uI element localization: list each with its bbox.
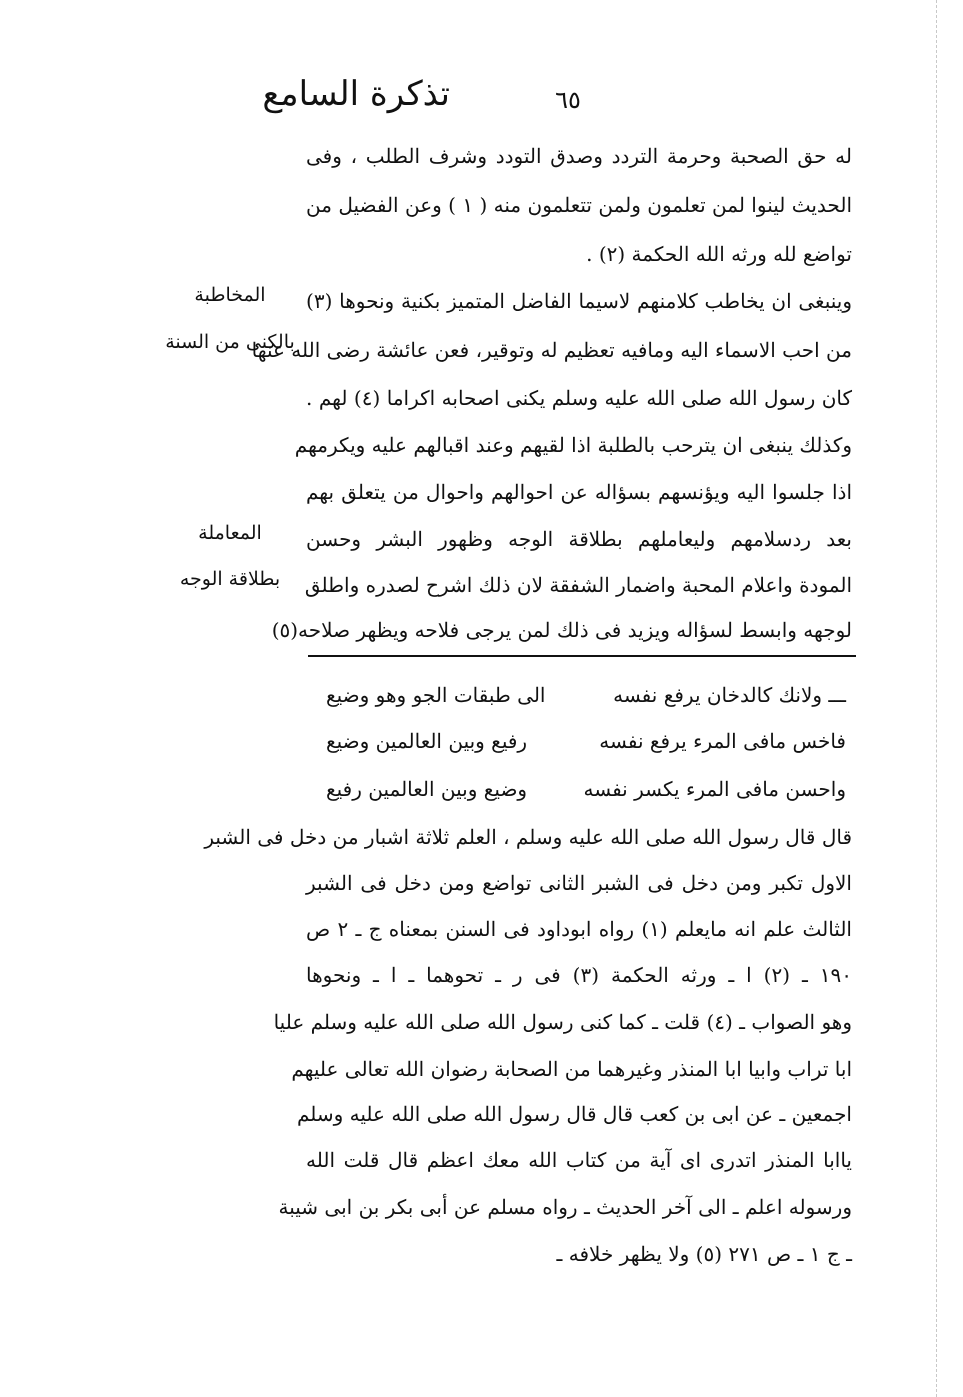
margin-note-address-2: بالكنى من السنة bbox=[165, 331, 295, 353]
footnote-line: ـ ج ١ ـ ص ٢٧١ (٥) ولا يظهر خلافه ـ bbox=[556, 1242, 852, 1266]
verse-hemistich-second: الى طبقات الجو وهو وضيع bbox=[326, 683, 546, 707]
footnote-line: الثالث علم انه مايعلم (١) رواه ابوداود فى السنن بمعناه ج ـ ٢ ص bbox=[306, 917, 852, 941]
body-line: اذا جلسوا اليه ويؤنسهم بسؤاله عن احوالهم واحوال من يتعلق بهم bbox=[306, 480, 852, 504]
body-line: الحديث لينوا لمن تعلمون ولمن تتعلمون منه ( ١ ) وعن الفضيل من bbox=[306, 193, 852, 217]
verse-hemistich-second: وضيع وبين العالمين رفيع bbox=[326, 777, 528, 801]
verse-line bbox=[326, 678, 846, 712]
verse-hemistich-first: فاخس مافى المرء يرفع نفسه bbox=[599, 729, 846, 753]
footnote-separator bbox=[308, 655, 856, 657]
body-line: من احب الاسماء اليه ومافيه تعظيم له وتوقير، فعن عائشة رضى الله عنها bbox=[251, 338, 852, 362]
footnote-line: ١٩٠ ـ (٢) ا ـ ورثه الحكمة (٣) فى ر ـ تحوهما ـ ا ـ ونحوها bbox=[306, 963, 852, 987]
body-line: له حق الصحبة وحرمة التردد وصدق التودد وشرف الطلب ، وفى bbox=[306, 144, 852, 168]
margin-note-address-1: المخاطبة bbox=[194, 284, 266, 306]
page-edge-line bbox=[936, 0, 938, 1397]
body-line: لوجهه وابسط لسؤاله ويزيد فى ذلك لمن يرجى فلاحه ويظهر صلاحه(٥) bbox=[271, 618, 852, 642]
verse-hemistich-first: واحسن مافى المرء يكسر نفسه bbox=[583, 777, 846, 801]
body-line: كان رسول الله صلى الله عليه وسلم يكنى اصحابه اكراما (٤) لهم . bbox=[306, 386, 853, 410]
footnote-line: قال قال رسول الله صلى الله عليه وسلم ، العلم ثلاثة اشبار من دخل فى الشبر bbox=[204, 825, 852, 849]
footnote-line: الاول تكبر ومن دخل فى الشبر الثانى تواضع ومن دخل فى الشبر bbox=[306, 871, 852, 895]
footnote-line: اجمعين ـ عن ابى بن كعب قال قال رسول الله صلى الله عليه وسلم bbox=[296, 1102, 852, 1126]
body-line: وينبغى ان يخاطب كلامنهم لاسيما الفاضل المتميز بكنية ونحوها (٣) bbox=[306, 289, 852, 313]
footnote-line: ابا تراب وابيا ابا المنذر وغيرهما من الصحابة رضوان الله تعالى عليهم bbox=[291, 1057, 852, 1081]
body-line: المودة واعلام المحبة واضمار الشفقة لان ذلك اشرح لصدره واطلق bbox=[304, 573, 852, 597]
body-line: بعد ردسلامهم وليعاملهم بطلاقة الوجه وظهور البشر وحسن bbox=[306, 527, 852, 551]
margin-note-treatment-1: المعاملة bbox=[198, 522, 262, 544]
page-number: ٦٥ bbox=[555, 86, 581, 114]
footnote-line: ورسوله اعلم ـ الى آخر الحديث ـ رواه مسلم عن أبى بكر بن ابى شيبة bbox=[278, 1195, 852, 1219]
verse-line bbox=[326, 724, 846, 758]
verse-line bbox=[326, 772, 846, 806]
body-line: وكذلك ينبغى ان يترحب بالطلبة اذا لقيهم وعند اقبالهم عليه ويكرمهم bbox=[294, 433, 852, 457]
verse-hemistich-first: ـــ ولانك كالدخان يرفع نفسه bbox=[613, 683, 846, 707]
margin-note-treatment-2: بطلاقة الوجه bbox=[179, 568, 281, 590]
body-line: تواضع لله ورثه الله الحكمة (٢) . bbox=[586, 242, 852, 266]
page-title: تذكرة السامع bbox=[262, 74, 450, 114]
footnote-line: وهو الصواب ـ (٤) قلت ـ كما كنى رسول الله صلى الله عليه وسلم عليا bbox=[273, 1010, 852, 1034]
footnote-line: ياابا المنذر اتدرى اى آية من كتاب الله معك اعظم قال قلت الله bbox=[306, 1148, 852, 1172]
verse-hemistich-second: رفيع وبين العالمين وضيع bbox=[326, 729, 528, 753]
